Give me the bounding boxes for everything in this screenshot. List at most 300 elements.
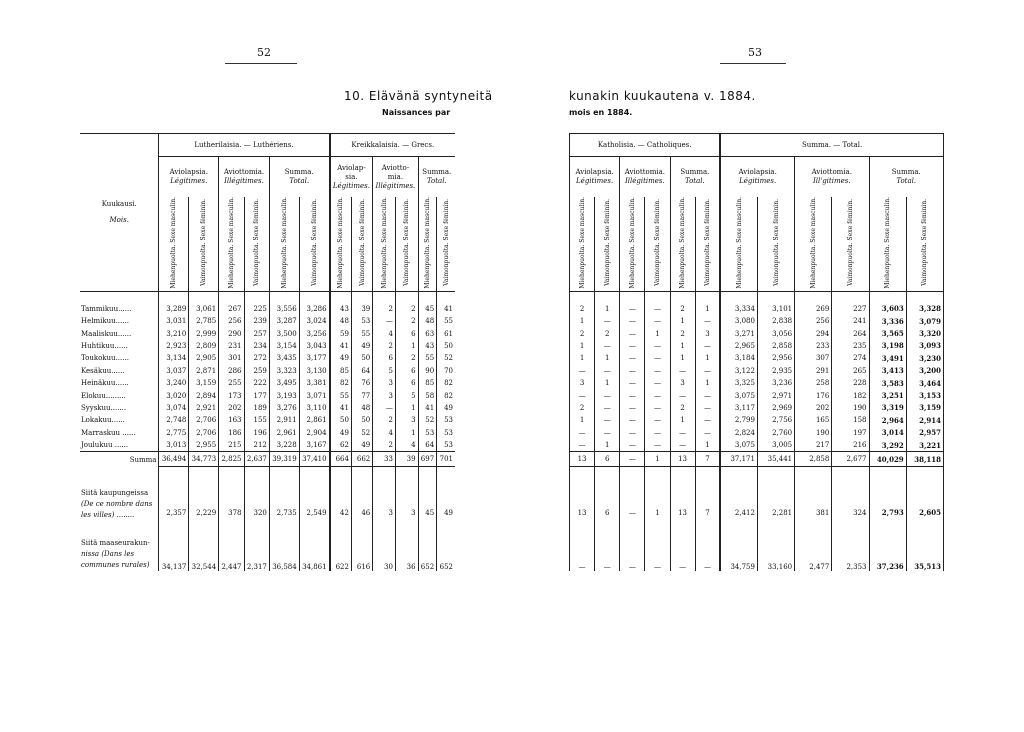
table-cell: 3,122 [720, 365, 757, 377]
table-cell: — [620, 352, 645, 364]
spacer-cell [395, 291, 418, 303]
table-cell: 1 [695, 303, 720, 315]
table-cell: 3 [695, 327, 720, 339]
sex-m: Miehenpuolta. Sexe masculin. [809, 197, 817, 289]
table-cell: 50 [351, 414, 372, 426]
table-cell: 1 [570, 315, 595, 327]
table-cell: 3,198 [869, 340, 906, 352]
table-row [80, 439, 455, 452]
table-cell: 2,735 [269, 467, 299, 522]
table-cell: — [620, 315, 645, 327]
table-cell: 272 [244, 352, 269, 364]
table-row [570, 427, 944, 439]
sex-m: Miehenpuolta. Sexe masculin. [679, 197, 687, 289]
spacer-cell [244, 291, 269, 303]
table-row [80, 389, 455, 401]
sex-f: Vaimonpuolta. Sexe féminin. [200, 199, 208, 287]
table-cell: 3,319 [869, 402, 906, 414]
sub-illegitimes-cath: Aviottomia. [624, 168, 666, 176]
table-cell: 234 [244, 340, 269, 352]
spacer-cell [720, 291, 757, 303]
table-cell: 48 [330, 315, 352, 327]
table-row [80, 303, 455, 315]
spacer-cell [418, 291, 437, 303]
table-cell: 1 [695, 352, 720, 364]
table-cell: 70 [437, 365, 455, 377]
table-cell: 13 [670, 452, 695, 467]
table-cell: 49 [330, 352, 352, 364]
table-cell: 90 [418, 365, 437, 377]
table-row [570, 352, 944, 364]
table-cell: 2 [373, 414, 396, 426]
table-cell: 50 [351, 352, 372, 364]
table-row [80, 315, 455, 327]
table-cell: — [595, 402, 620, 414]
table-cell: 301 [219, 352, 244, 364]
rural-row [570, 521, 944, 571]
table-cell: 2,971 [757, 389, 794, 401]
table-cell: 3,177 [299, 352, 329, 364]
table-cell: 43 [418, 340, 437, 352]
table-cell: — [670, 427, 695, 439]
rural-label-line: communes rurales) [81, 561, 150, 570]
table-cell: 3,336 [869, 315, 906, 327]
table-cell: 2,923 [166, 341, 187, 350]
spacer-cell [269, 291, 299, 303]
towns-label-line: les villes) ........ [81, 511, 135, 520]
table-cell: 212 [244, 439, 269, 452]
sub-total-cath: Summa. [680, 168, 710, 176]
right-table [569, 133, 944, 571]
table-cell: 2,677 [832, 452, 869, 467]
rural-label-line: nissa (Dans les [81, 550, 135, 559]
rural-label-line: Siitä maaseurakun- [81, 539, 150, 548]
table-cell: 33,160 [757, 521, 794, 571]
table-cell: 82 [437, 377, 455, 389]
table-cell: 202 [795, 402, 832, 414]
sex-f: Vaimonpuolta. Sexe féminin. [253, 199, 261, 287]
table-cell: — [645, 377, 670, 389]
sub-legitimes-cath: Aviolapsia. [575, 168, 614, 176]
table-cell: 39 [351, 303, 372, 315]
spacer-cell [159, 291, 189, 303]
table-cell: 165 [795, 414, 832, 426]
table-cell: 265 [832, 365, 869, 377]
table-cell: 55 [437, 315, 455, 327]
table-cell: 49 [351, 340, 372, 352]
table-cell: — [620, 427, 645, 439]
table-cell: 49 [330, 427, 352, 439]
sex-m: Miehenpuolta. Sexe masculin. [884, 197, 892, 289]
table-cell: 3,583 [869, 377, 906, 389]
table-cell: 324 [832, 467, 869, 522]
title-right: kunakin kuukautena v. 1884. [569, 89, 756, 103]
title-left: 10. Elävänä syntyneitä [344, 89, 493, 103]
table-cell: 53 [437, 414, 455, 426]
sub-total-gr-fr: Total. [426, 177, 447, 185]
table-cell: 37,410 [299, 452, 329, 467]
table-cell: 2,605 [906, 467, 943, 522]
table-cell: 2,357 [159, 467, 189, 522]
table-cell: 2,964 [869, 414, 906, 426]
table-cell: 6 [395, 365, 418, 377]
table-cell: 3,101 [757, 303, 794, 315]
sub-total-fr: Total. [289, 177, 310, 185]
spacer-cell [595, 291, 620, 303]
table-cell: 53 [418, 427, 437, 439]
table-cell: 664 [330, 452, 352, 467]
table-cell: 241 [832, 315, 869, 327]
table-row [570, 303, 944, 315]
table-cell: — [695, 427, 720, 439]
table-cell: 239 [244, 315, 269, 327]
table-cell: 52 [437, 352, 455, 364]
table-cell: 3 [395, 467, 418, 522]
table-cell: 2,955 [189, 439, 219, 452]
sex-m: Miehenpuolta. Sexe masculin. [735, 197, 743, 289]
table-cell: 294 [795, 327, 832, 339]
table-cell: 701 [437, 452, 455, 467]
table-cell: — [645, 352, 670, 364]
table-cell: — [373, 402, 396, 414]
table-cell: 3,075 [720, 389, 757, 401]
spacer-row [570, 291, 944, 303]
table-cell: 269 [795, 303, 832, 315]
table-cell: 7 [695, 452, 720, 467]
table-cell: 2,706 [189, 427, 219, 439]
table-cell: 186 [219, 427, 244, 439]
table-cell: 61 [437, 327, 455, 339]
table-cell: 55 [330, 389, 352, 401]
table-cell: 64 [418, 439, 437, 452]
table-cell: 255 [219, 377, 244, 389]
month-label: Marraskuu ...... [80, 427, 159, 439]
table-cell: 189 [244, 402, 269, 414]
table-cell: 1 [570, 414, 595, 426]
sub-legitimes-fr: Légitimes. [170, 177, 208, 185]
table-cell: 3,117 [720, 402, 757, 414]
table-cell: — [595, 414, 620, 426]
table-cell: — [645, 303, 670, 315]
table-cell: 222 [244, 377, 269, 389]
table-cell: 42 [330, 467, 352, 522]
table-cell: 2 [670, 402, 695, 414]
table-cell: — [620, 327, 645, 339]
table-cell: 177 [244, 389, 269, 401]
table-cell: — [595, 315, 620, 327]
table-cell: 257 [244, 327, 269, 339]
table-cell: 622 [330, 521, 352, 571]
spacer-cell [906, 291, 943, 303]
spacer-cell [869, 291, 906, 303]
table-cell: 43 [330, 303, 352, 315]
table-cell: 2,353 [832, 521, 869, 571]
page-number-left: 52 [257, 46, 271, 59]
table-cell: 2,858 [795, 452, 832, 467]
sub-total-all: Summa. [891, 168, 921, 176]
table-cell: 182 [832, 389, 869, 401]
table-cell: 2 [395, 315, 418, 327]
table-cell: 291 [795, 365, 832, 377]
sub-illegitimes-gr-fr: Illégitimes. [375, 181, 416, 190]
table-cell: — [570, 427, 595, 439]
page-number-rule-right [720, 63, 786, 64]
table-cell: — [620, 467, 645, 522]
table-cell: — [645, 340, 670, 352]
table-cell: 2,824 [720, 427, 757, 439]
table-cell: 3,043 [299, 340, 329, 352]
table-cell: 3 [670, 377, 695, 389]
table-row [80, 352, 455, 364]
table-cell: 256 [795, 315, 832, 327]
table-cell: 616 [351, 521, 372, 571]
table-cell: 378 [219, 467, 244, 522]
table-cell: 49 [351, 439, 372, 452]
spacer-cell [351, 291, 372, 303]
table-cell: 2,871 [189, 365, 219, 377]
right-table-body [570, 291, 944, 571]
table-cell: 1 [670, 352, 695, 364]
table-cell: 2,921 [189, 402, 219, 414]
table-cell: 2,861 [299, 414, 329, 426]
table-cell: — [695, 389, 720, 401]
table-cell: 196 [244, 427, 269, 439]
table-cell: 13 [670, 467, 695, 522]
table-cell: 225 [244, 303, 269, 315]
table-cell: 63 [418, 327, 437, 339]
table-cell: — [670, 365, 695, 377]
table-cell: — [620, 452, 645, 467]
table-cell: 3,159 [189, 377, 219, 389]
table-row [570, 414, 944, 426]
table-cell: 3,056 [757, 327, 794, 339]
table-cell: 231 [219, 340, 244, 352]
group-catholic: Katholisia. — Catholiques. [570, 134, 721, 157]
table-cell: 2,838 [757, 315, 794, 327]
table-row [570, 439, 944, 452]
table-cell: 3,228 [269, 439, 299, 452]
spacer-cell [570, 291, 595, 303]
table-cell: 1 [595, 303, 620, 315]
sex-m: Miehenpuolta. Sexe masculin. [337, 197, 345, 289]
table-cell: 2 [670, 327, 695, 339]
sub-legitimes: Aviolapsia. [169, 168, 208, 176]
sex-m: Miehenpuolta. Sexe masculin. [170, 197, 178, 289]
spacer-cell [695, 291, 720, 303]
table-row [570, 402, 944, 414]
table-cell: 36,584 [269, 521, 299, 571]
table-cell: 34,759 [720, 521, 757, 571]
table-cell: 4 [373, 327, 396, 339]
table-cell: 3,080 [720, 315, 757, 327]
table-cell: 3,240 [166, 379, 187, 388]
month-label: Syyskuu....... [80, 402, 159, 414]
table-cell: 215 [219, 439, 244, 452]
sub-legitimes-gr-fr: Légitimes. [332, 181, 370, 190]
table-cell: 1 [645, 327, 670, 339]
table-row [570, 315, 944, 327]
month-label: Kesäkuu...... [80, 365, 159, 377]
table-cell: 3,230 [906, 352, 943, 364]
table-cell: 7 [695, 467, 720, 522]
sex-f: Vaimonpuolta. Sexe féminin. [846, 199, 854, 287]
table-cell: 3,464 [906, 377, 943, 389]
table-cell: — [595, 521, 620, 571]
left-table-body [80, 291, 455, 571]
table-cell: — [373, 315, 396, 327]
table-cell: 35,513 [906, 521, 943, 571]
table-cell: — [695, 414, 720, 426]
table-cell: 3,079 [906, 315, 943, 327]
spacer-cell [757, 291, 794, 303]
towns-label-line: Siitä kaupungeissa [81, 489, 149, 498]
table-cell: — [595, 340, 620, 352]
table-cell: 3,495 [269, 377, 299, 389]
table-cell: 2,317 [244, 521, 269, 571]
table-cell: 76 [351, 377, 372, 389]
group-total: Summa. — Total. [720, 134, 943, 157]
towns-row [570, 467, 944, 522]
table-cell: 2,905 [189, 352, 219, 364]
group-greek: Kreikkalaisia. — Grecs. [330, 134, 455, 157]
table-row [80, 340, 455, 352]
table-cell: 381 [795, 467, 832, 522]
table-cell: 2,965 [720, 340, 757, 352]
sex-m: Miehenpuolta. Sexe masculin. [380, 197, 388, 289]
table-cell: 1 [570, 352, 595, 364]
table-cell: 3,193 [269, 389, 299, 401]
table-cell: 2 [395, 303, 418, 315]
table-cell: 2,447 [219, 521, 244, 571]
table-cell: 697 [418, 452, 437, 467]
table-cell: 2 [570, 303, 595, 315]
table-row [570, 327, 944, 339]
table-cell: 3,320 [906, 327, 943, 339]
table-cell: 62 [330, 439, 352, 452]
table-cell: 190 [832, 402, 869, 414]
table-cell: — [695, 340, 720, 352]
summa-row [80, 452, 455, 467]
sex-m: Miehenpuolta. Sexe masculin. [423, 197, 431, 289]
table-cell: 2,477 [795, 521, 832, 571]
table-cell: 59 [330, 327, 352, 339]
sex-f: Vaimonpuolta. Sexe féminin. [403, 199, 411, 287]
table-cell: — [695, 521, 720, 571]
table-cell: 2,785 [189, 315, 219, 327]
table-cell: — [695, 315, 720, 327]
table-cell: 1 [395, 402, 418, 414]
table-cell: 41 [418, 402, 437, 414]
table-cell: — [645, 365, 670, 377]
table-cell: 3,154 [269, 340, 299, 352]
table-cell: — [570, 389, 595, 401]
table-cell: 2,549 [299, 467, 329, 522]
sub-total: Summa. [284, 168, 314, 176]
table-cell: 2,969 [757, 402, 794, 414]
table-cell: 4 [395, 439, 418, 452]
table-cell: 274 [832, 352, 869, 364]
sex-f: Vaimonpuolta. Sexe féminin. [310, 199, 318, 287]
table-cell: 2,911 [269, 414, 299, 426]
spacer-cell [373, 291, 396, 303]
table-cell: 2,748 [166, 416, 187, 425]
sub-illegitimes-fr: Illégitimes. [224, 177, 264, 185]
month-label: Elokuu......... [80, 389, 159, 401]
table-cell: 163 [219, 414, 244, 426]
table-cell: 2,894 [189, 389, 219, 401]
table-cell: 55 [418, 352, 437, 364]
spacer-cell [670, 291, 695, 303]
table-cell: 307 [795, 352, 832, 364]
table-cell: — [620, 340, 645, 352]
table-cell: 3,325 [720, 377, 757, 389]
table-cell: 46 [351, 467, 372, 522]
table-cell: 85 [418, 377, 437, 389]
table-cell: — [620, 377, 645, 389]
table-cell: 1 [395, 340, 418, 352]
table-cell: — [595, 365, 620, 377]
sub-illegitimes: Aviottomia. [223, 168, 265, 176]
table-cell: 3,005 [757, 439, 794, 452]
spacer-cell [330, 291, 352, 303]
table-cell: — [570, 439, 595, 452]
table-cell: — [620, 414, 645, 426]
table-cell: 3,071 [299, 389, 329, 401]
table-cell: 6 [595, 467, 620, 522]
table-cell: 53 [351, 315, 372, 327]
table-cell: — [620, 303, 645, 315]
table-row [80, 327, 455, 339]
table-cell: 2,858 [757, 340, 794, 352]
table-cell: 45 [418, 467, 437, 522]
table-cell: 1 [670, 340, 695, 352]
table-cell: — [645, 389, 670, 401]
sub-total-cath-fr: Total. [684, 177, 705, 185]
table-cell: 2,809 [189, 340, 219, 352]
table-cell: 235 [832, 340, 869, 352]
table-cell: — [645, 315, 670, 327]
table-cell: 290 [219, 327, 244, 339]
table-cell: 13 [570, 467, 595, 522]
sex-f: Vaimonpuolta. Sexe féminin. [703, 199, 711, 287]
table-cell: 2,999 [189, 327, 219, 339]
table-cell: 53 [437, 427, 455, 439]
sub-illegitimes-all: Aviottomia. [811, 168, 852, 176]
spacer-cell [189, 291, 219, 303]
rural-row [80, 521, 455, 571]
table-cell: 3,020 [166, 391, 187, 400]
table-cell: — [620, 389, 645, 401]
table-cell: 3,271 [720, 327, 757, 339]
table-cell: 2,412 [720, 467, 757, 522]
table-cell: — [595, 427, 620, 439]
summa-row [570, 452, 944, 467]
table-cell: 267 [219, 303, 244, 315]
spacer-cell [299, 291, 329, 303]
table-cell: — [670, 439, 695, 452]
table-cell: 3,110 [299, 402, 329, 414]
table-cell: 55 [351, 327, 372, 339]
sub-illegitimes-gr: Aviotto-mia. [381, 163, 410, 181]
table-cell: 6 [595, 452, 620, 467]
table-cell: 3,276 [269, 402, 299, 414]
table-row [80, 414, 455, 426]
table-cell: 3,134 [166, 354, 187, 363]
table-cell: 3,289 [166, 304, 187, 313]
table-cell: 202 [219, 402, 244, 414]
table-cell: — [670, 389, 695, 401]
table-cell: 228 [832, 377, 869, 389]
